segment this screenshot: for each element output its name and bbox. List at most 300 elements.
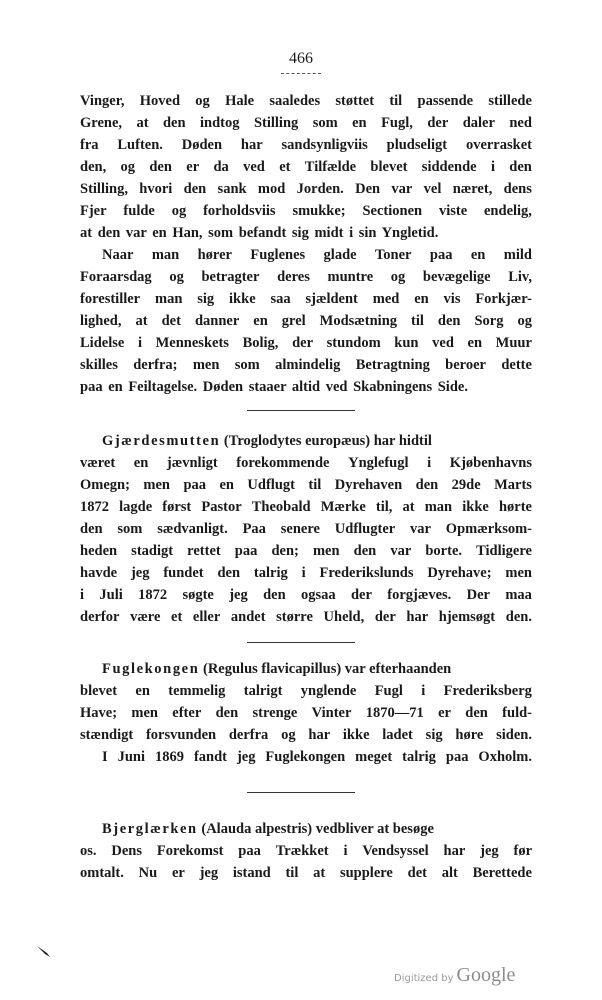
word: og xyxy=(171,203,187,219)
word: som xyxy=(234,357,260,373)
word: jeg xyxy=(130,565,150,581)
word: Udflugt xyxy=(247,477,295,493)
word: Have; xyxy=(80,705,118,721)
word: Dens xyxy=(111,843,142,859)
word: glade xyxy=(323,247,357,263)
word: 1872 xyxy=(138,587,168,603)
text-line xyxy=(80,562,532,584)
paragraph-fuglekongen xyxy=(80,658,532,768)
word: Sorg xyxy=(474,313,504,329)
word: sank xyxy=(217,181,247,197)
google-logo: Google xyxy=(456,964,516,986)
word: andet xyxy=(230,609,266,625)
word: til xyxy=(411,313,424,329)
word: i xyxy=(301,565,306,581)
word: Dyrehave; xyxy=(427,565,492,581)
word: Vendsyssel xyxy=(362,843,429,859)
text-line xyxy=(80,134,532,156)
word: hørte xyxy=(498,499,532,515)
word: grel xyxy=(281,313,306,329)
word: Kjøbenhavns xyxy=(449,455,532,471)
word: hjemsøgt xyxy=(438,609,496,625)
word: som xyxy=(312,115,338,131)
word: ved xyxy=(243,159,265,175)
word: den xyxy=(162,115,186,131)
word: eller xyxy=(192,609,221,625)
word: næret, xyxy=(452,181,493,197)
word: først xyxy=(162,499,192,515)
word: mod xyxy=(257,181,286,197)
word: i xyxy=(427,455,432,471)
word: Betragtning xyxy=(355,357,430,373)
word: derfra xyxy=(228,727,269,743)
word: men xyxy=(505,565,532,581)
word: Berettede xyxy=(472,865,532,881)
text-line xyxy=(80,818,532,840)
word: senere xyxy=(280,521,320,537)
word: Jorden. xyxy=(296,181,344,197)
word: sandsynligviis xyxy=(281,137,368,153)
word: istand xyxy=(232,865,271,881)
text-fragment: (Troglodytes europæus) har hidtil xyxy=(220,433,432,449)
word: den xyxy=(353,543,377,559)
word: Modsætning xyxy=(319,313,398,329)
word: Dyrehaven xyxy=(334,477,403,493)
text-line xyxy=(80,90,532,112)
word: forgjæves. xyxy=(387,587,452,603)
word: større xyxy=(276,609,313,625)
word: sædvanligt. xyxy=(157,521,228,537)
word: søgte xyxy=(182,587,214,603)
word: omtalt. xyxy=(80,865,124,881)
word: en xyxy=(253,313,268,329)
word: viste xyxy=(438,203,468,219)
word: Fugl xyxy=(374,683,403,699)
word: stillede xyxy=(488,93,532,109)
word: rettet xyxy=(187,543,221,559)
text-fragment: (Regulus flavicapillus) var efterhaanden xyxy=(199,661,452,677)
word: Naar xyxy=(102,247,134,263)
word: siddende xyxy=(421,159,477,175)
word: dette xyxy=(501,357,532,373)
text-line xyxy=(80,178,532,200)
word: fuld- xyxy=(502,705,532,721)
word: vis xyxy=(443,291,461,307)
word: at xyxy=(135,313,148,329)
word: stændigt xyxy=(80,727,134,743)
section-divider xyxy=(247,642,355,643)
text-line xyxy=(80,606,532,628)
word: Forekomst xyxy=(156,843,224,859)
word: før xyxy=(513,843,532,859)
word: jeg xyxy=(229,587,248,603)
word: til xyxy=(285,865,299,881)
text-fragment: (Alauda alpestris) vedbliver at besøge xyxy=(197,821,434,837)
word: det xyxy=(161,313,181,329)
word: fandt xyxy=(193,749,227,765)
page-number-rule xyxy=(281,73,321,74)
word: forholdsviis xyxy=(203,203,276,219)
word: den; xyxy=(271,543,299,559)
word: Bolig, xyxy=(242,335,279,351)
word: at xyxy=(136,115,149,131)
word: man xyxy=(151,247,180,263)
digitized-watermark xyxy=(394,964,515,987)
text-line xyxy=(80,518,532,540)
paragraph-1 xyxy=(80,90,532,244)
word: høre xyxy=(455,727,484,743)
word: i xyxy=(80,587,85,603)
word: jeg xyxy=(199,865,219,881)
word: daler xyxy=(462,115,495,131)
word: fundet xyxy=(163,565,204,581)
text-line xyxy=(80,310,532,332)
text-line xyxy=(80,244,532,266)
word: 1869 xyxy=(154,749,184,765)
word: maa xyxy=(505,587,532,603)
word: Foraarsdag xyxy=(80,269,152,285)
word: sig xyxy=(197,291,215,307)
ink-mark-icon xyxy=(36,944,54,958)
text-line xyxy=(80,288,532,310)
word: kun xyxy=(394,335,419,351)
word: blevet xyxy=(370,159,408,175)
word: et xyxy=(279,159,291,175)
word: smukke; xyxy=(292,203,346,219)
section-divider xyxy=(247,792,355,793)
word: muntre xyxy=(327,269,374,285)
word: indtog xyxy=(200,115,240,131)
watermark-prefix: Digitized by xyxy=(394,973,454,984)
word: Muur xyxy=(495,335,532,351)
word: sig xyxy=(425,727,443,743)
word: heden xyxy=(80,543,118,559)
word: efter xyxy=(172,705,202,721)
word: var xyxy=(391,181,413,197)
word: Lidelse xyxy=(80,335,125,351)
word: stundom xyxy=(326,335,381,351)
word: den, xyxy=(80,159,107,175)
word: lagde xyxy=(119,499,153,515)
paragraph-bjerglaerken xyxy=(80,818,532,884)
word: fra xyxy=(80,137,99,153)
word: ynglende xyxy=(300,683,357,699)
word: til xyxy=(389,93,403,109)
word: den xyxy=(217,565,241,581)
word: vel xyxy=(423,181,442,197)
word: siden. xyxy=(496,727,532,743)
text-line xyxy=(80,746,532,768)
text-line: at den var en Han, som befandt sig midt i sin Yngletid. xyxy=(80,225,439,241)
text-line xyxy=(80,540,532,562)
word: der xyxy=(427,115,449,131)
text-line xyxy=(80,724,532,746)
word: da xyxy=(213,159,229,175)
word: deres xyxy=(277,269,310,285)
word: var xyxy=(410,521,431,537)
word: Ynglefugl xyxy=(348,455,409,471)
paragraph-2 xyxy=(80,244,532,398)
word: men xyxy=(192,357,220,373)
word: ogsaa xyxy=(300,587,336,603)
word: borte. xyxy=(425,543,462,559)
word: men xyxy=(312,543,340,559)
word: sjældent xyxy=(305,291,358,307)
page-number: 466 xyxy=(289,50,313,67)
text-line xyxy=(80,862,532,884)
word: ned xyxy=(509,115,532,131)
word: den xyxy=(509,159,532,175)
text-line xyxy=(80,354,532,376)
text-line xyxy=(80,702,532,724)
word: Tidligere xyxy=(476,543,532,559)
word: været xyxy=(80,455,116,471)
word: havde xyxy=(80,565,118,581)
word: var xyxy=(390,543,412,559)
word: og xyxy=(169,269,184,285)
text-line: paa en Feiltagelse. Døden staaer altid ved Skabningens Side. xyxy=(80,379,468,395)
word: overrasket xyxy=(465,137,532,153)
word: Fuglekongen xyxy=(265,749,346,765)
word: den xyxy=(183,181,207,197)
word: alt xyxy=(441,865,458,881)
word: Døden xyxy=(181,137,223,153)
word: Der xyxy=(466,587,490,603)
word: der xyxy=(292,335,314,351)
word: Uheld, xyxy=(323,609,365,625)
text-line xyxy=(80,156,532,178)
word: den xyxy=(80,521,103,537)
word: paa xyxy=(183,477,207,493)
word: den xyxy=(263,587,286,603)
word: Nu xyxy=(138,865,158,881)
word: Vinter xyxy=(311,705,352,721)
word: Paa xyxy=(242,521,266,537)
species-heading: Gjærdesmutten xyxy=(102,433,221,449)
word: Den xyxy=(355,181,381,197)
word: forsvunden xyxy=(145,727,217,743)
word: endelig, xyxy=(484,203,532,219)
word: en xyxy=(352,115,367,131)
word: i xyxy=(490,159,495,175)
word: derfra; xyxy=(133,357,178,373)
word: Omegn; xyxy=(80,477,130,493)
section-divider xyxy=(247,410,355,411)
word: danner xyxy=(194,313,240,329)
word: er xyxy=(171,865,185,881)
word: den xyxy=(149,159,172,175)
species-heading: Bjerglærken xyxy=(102,821,198,837)
word: saa xyxy=(270,291,291,307)
word: Opmærksom- xyxy=(445,521,532,537)
text-line xyxy=(80,840,532,862)
word: dens xyxy=(503,181,532,197)
text-line xyxy=(80,266,532,288)
text-line xyxy=(80,474,532,496)
word: jeg xyxy=(236,749,256,765)
word: Oxholm. xyxy=(478,749,532,765)
word: forekommende xyxy=(236,455,330,471)
word: paa xyxy=(234,543,258,559)
word: Frederikslunds xyxy=(319,565,414,581)
word: Luften. xyxy=(117,137,163,153)
word: jævnligt xyxy=(166,455,218,471)
word: almindelig xyxy=(275,357,341,373)
word: og xyxy=(281,727,296,743)
word: meget xyxy=(355,749,393,765)
word: saaledes xyxy=(269,93,321,109)
word: 1870—71 xyxy=(365,705,424,721)
word: en xyxy=(133,455,149,471)
word: Juli xyxy=(99,587,123,603)
word: Fugl, xyxy=(381,115,413,131)
word: talrig xyxy=(402,749,436,765)
word: forestiller xyxy=(80,291,141,307)
word: paa xyxy=(238,843,261,859)
text-line xyxy=(80,658,532,680)
word: stadigt xyxy=(131,543,174,559)
word: en xyxy=(470,247,486,263)
word: jeg xyxy=(480,843,499,859)
text-line xyxy=(80,584,532,606)
word: en xyxy=(135,683,150,699)
word: Hoved xyxy=(139,93,181,109)
word: har xyxy=(308,727,331,743)
text-line xyxy=(80,332,532,354)
word: Forkjær- xyxy=(475,291,532,307)
word: 29de xyxy=(451,477,481,493)
word: Grene, xyxy=(80,115,123,131)
word: ikke xyxy=(229,291,256,307)
word: Hale xyxy=(225,93,255,109)
word: pludseligt xyxy=(386,137,448,153)
word: at xyxy=(313,865,326,881)
word: være xyxy=(130,609,161,625)
word: en xyxy=(467,335,483,351)
word: og xyxy=(195,93,210,109)
word: den xyxy=(415,477,439,493)
word: har xyxy=(406,609,429,625)
word: hvori xyxy=(139,181,173,197)
word: Stilling, xyxy=(80,181,128,197)
word: Udflugter xyxy=(334,521,396,537)
word: en xyxy=(414,291,429,307)
word: os. xyxy=(80,843,97,859)
word: en xyxy=(219,477,234,493)
word: ikke xyxy=(462,499,489,515)
word: i xyxy=(343,843,348,859)
word: den xyxy=(215,705,239,721)
word: talrigt xyxy=(243,683,283,699)
word: strenge xyxy=(252,705,298,721)
word: Marts xyxy=(494,477,532,493)
word: skilles xyxy=(80,357,118,373)
word: og xyxy=(517,313,532,329)
word: med xyxy=(372,291,400,307)
word: som xyxy=(117,521,143,537)
word: Tilfælde xyxy=(304,159,357,175)
word: hører xyxy=(197,247,232,263)
word: der xyxy=(350,587,372,603)
word: ved xyxy=(432,335,454,351)
word: bevægelige xyxy=(422,269,491,285)
word: man xyxy=(154,291,183,307)
word: beroer xyxy=(445,357,486,373)
word: har xyxy=(443,843,466,859)
word: støttet xyxy=(335,93,375,109)
word: Vinger, xyxy=(80,93,125,109)
word: til xyxy=(308,477,322,493)
word: Liv, xyxy=(508,269,532,285)
word: til, xyxy=(375,499,393,515)
word: passende xyxy=(417,93,474,109)
word: Stilling xyxy=(253,115,299,131)
word: ladet xyxy=(382,727,413,743)
word: i xyxy=(421,683,426,699)
word: i xyxy=(137,335,142,351)
text-line xyxy=(80,112,532,134)
word: talrig xyxy=(253,565,288,581)
word: men xyxy=(143,477,170,493)
word: ikke xyxy=(342,727,370,743)
word: Fjer xyxy=(80,203,107,219)
word: Fuglenes xyxy=(250,247,306,263)
word: blevet xyxy=(80,683,118,699)
word: Juni xyxy=(117,749,146,765)
word: der xyxy=(374,609,396,625)
word: den xyxy=(437,313,461,329)
text-line xyxy=(80,496,532,518)
word: lighed, xyxy=(80,313,122,329)
word: at xyxy=(402,499,415,515)
word: Sectionen xyxy=(362,203,423,219)
word: og xyxy=(390,269,406,285)
word: har xyxy=(240,137,263,153)
word: Toner xyxy=(374,247,412,263)
word: men xyxy=(131,705,158,721)
word: den. xyxy=(505,609,532,625)
word: betragter xyxy=(201,269,260,285)
text-line xyxy=(80,430,532,452)
word: supplere xyxy=(339,865,393,881)
word: man xyxy=(424,499,453,515)
word: Menneskets xyxy=(155,335,229,351)
text-line xyxy=(80,200,532,222)
word: er xyxy=(438,705,451,721)
word: Pastor xyxy=(201,499,242,515)
word: er xyxy=(186,159,200,175)
word: mild xyxy=(503,247,532,263)
word: derfor xyxy=(80,609,120,625)
word: temmelig xyxy=(168,683,226,699)
word: Theobald xyxy=(251,499,311,515)
word: paa xyxy=(429,247,453,263)
word: et xyxy=(171,609,183,625)
word: 1872 xyxy=(80,499,109,515)
text-line xyxy=(80,680,532,702)
word: fulde xyxy=(123,203,155,219)
word: det xyxy=(407,865,427,881)
word: I xyxy=(102,749,108,765)
word: den xyxy=(465,705,488,721)
word: og xyxy=(120,159,136,175)
word: Trækket xyxy=(275,843,329,859)
word: Mærke xyxy=(320,499,366,515)
text-line xyxy=(80,452,532,474)
paragraph-gjaerdesmutten xyxy=(80,430,532,628)
word: Frederiksberg xyxy=(443,683,532,699)
species-heading: Fuglekongen xyxy=(102,661,200,677)
